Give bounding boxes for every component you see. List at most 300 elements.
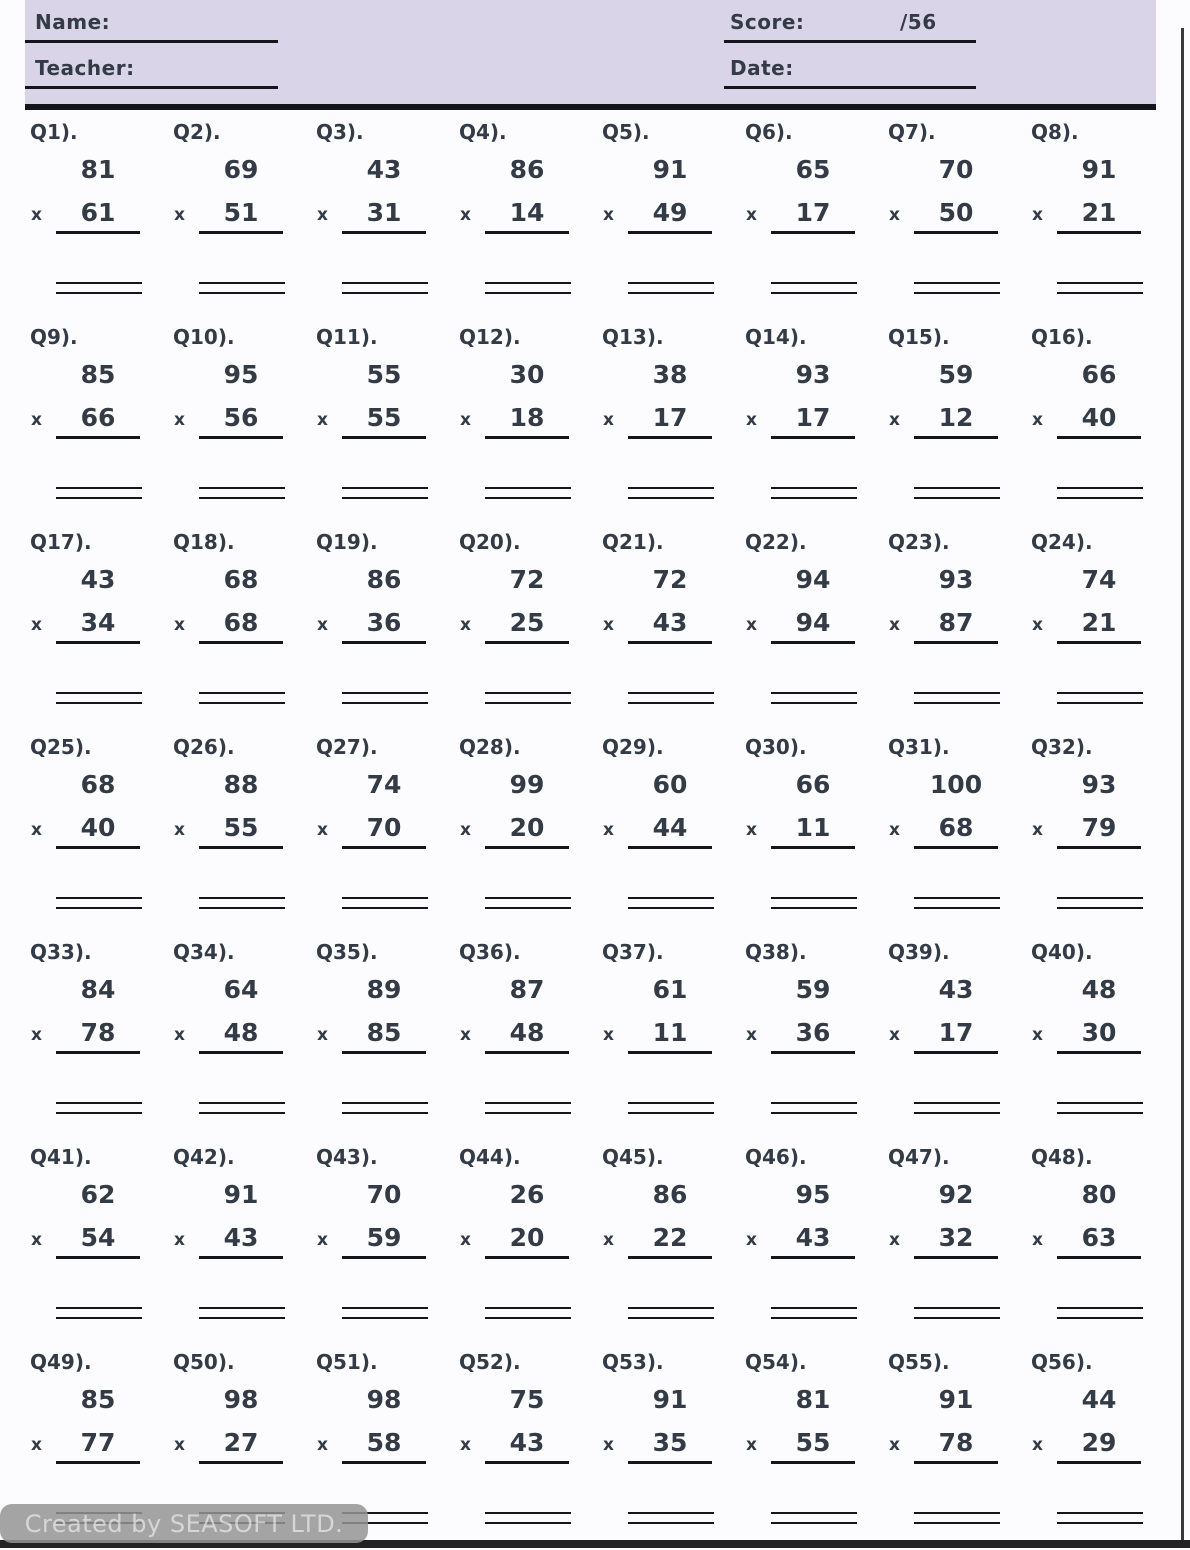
problem-label: Q2). — [173, 120, 221, 144]
multiplicand: 55 — [366, 360, 402, 389]
multiply-operator: x — [889, 615, 900, 635]
problem-label: Q33). — [30, 940, 92, 964]
multiplier: 48 — [199, 1019, 283, 1054]
problem-label: Q22). — [745, 530, 807, 554]
answer-line — [56, 487, 142, 499]
multiplier: 85 — [342, 1019, 426, 1054]
teacher-input-line — [25, 86, 278, 89]
answer-line — [342, 897, 428, 909]
multiplier: 27 — [199, 1429, 283, 1464]
problem-cell — [173, 935, 316, 1140]
multiply-operator: x — [174, 1435, 185, 1455]
multiplicand: 74 — [366, 770, 402, 799]
multiply-operator: x — [317, 1435, 328, 1455]
multiplier: 35 — [628, 1429, 712, 1464]
problem-cell — [459, 1345, 602, 1550]
answer-line — [914, 897, 1000, 909]
answer-line — [1057, 1307, 1143, 1319]
answer-line — [1057, 692, 1143, 704]
answer-line — [628, 1102, 714, 1114]
header-band — [25, 0, 1156, 110]
problem-cell — [745, 1345, 888, 1550]
multiplicand: 72 — [652, 565, 688, 594]
answer-line — [56, 1102, 142, 1114]
multiplicand: 100 — [929, 770, 983, 799]
problem-cell — [602, 320, 745, 525]
problem-cell — [602, 1140, 745, 1345]
multiplicand: 81 — [80, 155, 116, 184]
answer-line — [199, 897, 285, 909]
problem-cell — [888, 525, 1031, 730]
multiplicand: 44 — [1081, 1385, 1117, 1414]
multiplicand: 38 — [652, 360, 688, 389]
multiply-operator: x — [31, 1230, 42, 1250]
multiplier: 20 — [485, 814, 569, 849]
problem-cell — [459, 115, 602, 320]
problem-cell — [602, 935, 745, 1140]
multiply-operator: x — [1032, 1435, 1043, 1455]
multiplier: 63 — [1057, 1224, 1141, 1259]
multiplicand: 64 — [223, 975, 259, 1004]
problem-label: Q28). — [459, 735, 521, 759]
multiply-operator: x — [603, 1025, 614, 1045]
answer-line — [914, 282, 1000, 294]
multiplicand: 99 — [509, 770, 545, 799]
multiply-operator: x — [460, 1230, 471, 1250]
multiplicand: 70 — [938, 155, 974, 184]
problem-label: Q47). — [888, 1145, 950, 1169]
multiply-operator: x — [603, 1435, 614, 1455]
problem-cell — [1031, 730, 1174, 935]
problem-label: Q14). — [745, 325, 807, 349]
multiply-operator: x — [746, 1230, 757, 1250]
answer-line — [485, 1307, 571, 1319]
problem-cell — [459, 730, 602, 935]
problem-cell — [459, 935, 602, 1140]
multiply-operator: x — [317, 205, 328, 225]
multiplier: 58 — [342, 1429, 426, 1464]
multiply-operator: x — [1032, 615, 1043, 635]
multiplicand: 88 — [223, 770, 259, 799]
problem-label: Q3). — [316, 120, 364, 144]
multiplier: 18 — [485, 404, 569, 439]
answer-line — [485, 1512, 571, 1524]
problem-label: Q56). — [1031, 1350, 1093, 1374]
multiply-operator: x — [460, 410, 471, 430]
problem-cell — [1031, 525, 1174, 730]
problem-label: Q55). — [888, 1350, 950, 1374]
problem-cell — [316, 525, 459, 730]
problem-label: Q37). — [602, 940, 664, 964]
multiply-operator: x — [31, 205, 42, 225]
multiply-operator: x — [174, 410, 185, 430]
score-input-line — [724, 40, 976, 43]
multiplicand: 91 — [1081, 155, 1117, 184]
answer-line — [771, 897, 857, 909]
multiplicand: 68 — [80, 770, 116, 799]
multiplier: 61 — [56, 199, 140, 234]
problem-label: Q13). — [602, 325, 664, 349]
score-denominator: /56 — [900, 10, 937, 34]
multiplier: 17 — [914, 1019, 998, 1054]
problem-cell — [745, 115, 888, 320]
multiply-operator: x — [317, 1025, 328, 1045]
multiply-operator: x — [31, 615, 42, 635]
multiply-operator: x — [1032, 1230, 1043, 1250]
answer-line — [914, 1102, 1000, 1114]
multiplicand: 93 — [1081, 770, 1117, 799]
problem-cell — [30, 115, 173, 320]
multiply-operator: x — [746, 1435, 757, 1455]
multiply-operator: x — [460, 615, 471, 635]
multiplicand: 84 — [80, 975, 116, 1004]
answer-line — [485, 282, 571, 294]
problem-label: Q36). — [459, 940, 521, 964]
multiplicand: 70 — [366, 1180, 402, 1209]
problem-cell — [30, 320, 173, 525]
answer-line — [199, 692, 285, 704]
problem-label: Q16). — [1031, 325, 1093, 349]
multiply-operator: x — [174, 615, 185, 635]
multiply-operator: x — [460, 205, 471, 225]
multiplier: 36 — [342, 609, 426, 644]
multiply-operator: x — [317, 1230, 328, 1250]
problem-cell — [888, 935, 1031, 1140]
multiply-operator: x — [174, 820, 185, 840]
multiplier: 55 — [199, 814, 283, 849]
problem-cell — [1031, 320, 1174, 525]
multiplier: 78 — [56, 1019, 140, 1054]
problem-label: Q39). — [888, 940, 950, 964]
multiplier: 20 — [485, 1224, 569, 1259]
answer-line — [485, 487, 571, 499]
problem-label: Q10). — [173, 325, 235, 349]
problem-cell — [459, 320, 602, 525]
problem-label: Q8). — [1031, 120, 1079, 144]
multiplier: 21 — [1057, 199, 1141, 234]
problem-label: Q51). — [316, 1350, 378, 1374]
multiply-operator: x — [174, 1025, 185, 1045]
answer-line — [771, 1512, 857, 1524]
multiply-operator: x — [460, 1435, 471, 1455]
problem-label: Q4). — [459, 120, 507, 144]
problem-cell — [745, 730, 888, 935]
credit-text: Created by SEASOFT LTD. — [24, 1509, 344, 1538]
problem-label: Q50). — [173, 1350, 235, 1374]
problem-cell — [1031, 1140, 1174, 1345]
multiply-operator: x — [889, 1230, 900, 1250]
problem-label: Q15). — [888, 325, 950, 349]
multiplier: 79 — [1057, 814, 1141, 849]
multiply-operator: x — [1032, 410, 1043, 430]
multiplier: 77 — [56, 1429, 140, 1464]
problem-cell — [888, 320, 1031, 525]
problem-label: Q21). — [602, 530, 664, 554]
problem-label: Q26). — [173, 735, 235, 759]
multiplicand: 91 — [652, 1385, 688, 1414]
multiplicand: 85 — [80, 1385, 116, 1414]
answer-line — [342, 487, 428, 499]
answer-line — [199, 282, 285, 294]
multiplicand: 59 — [795, 975, 831, 1004]
problem-cell — [745, 1140, 888, 1345]
multiplier: 44 — [628, 814, 712, 849]
multiplicand: 95 — [223, 360, 259, 389]
multiply-operator: x — [31, 1435, 42, 1455]
multiplier: 17 — [771, 404, 855, 439]
problem-cell — [30, 935, 173, 1140]
multiplicand: 95 — [795, 1180, 831, 1209]
score-label: Score: — [730, 10, 805, 34]
problem-label: Q46). — [745, 1145, 807, 1169]
problem-label: Q24). — [1031, 530, 1093, 554]
multiply-operator: x — [317, 820, 328, 840]
multiplicand: 91 — [652, 155, 688, 184]
multiplicand: 68 — [223, 565, 259, 594]
answer-line — [628, 897, 714, 909]
multiply-operator: x — [746, 615, 757, 635]
multiplicand: 86 — [366, 565, 402, 594]
multiplier: 31 — [342, 199, 426, 234]
multiply-operator: x — [889, 820, 900, 840]
problem-cell — [1031, 1345, 1174, 1550]
answer-line — [628, 692, 714, 704]
multiplier: 40 — [1057, 404, 1141, 439]
multiplier: 55 — [771, 1429, 855, 1464]
answer-line — [342, 282, 428, 294]
multiply-operator: x — [174, 205, 185, 225]
problem-label: Q17). — [30, 530, 92, 554]
watermark-credit-box — [0, 1504, 368, 1543]
problem-label: Q32). — [1031, 735, 1093, 759]
answer-line — [771, 1102, 857, 1114]
problem-cell — [459, 525, 602, 730]
multiplier: 43 — [628, 609, 712, 644]
multiplicand: 61 — [652, 975, 688, 1004]
answer-line — [914, 487, 1000, 499]
date-label: Date: — [730, 56, 794, 80]
multiplier: 66 — [56, 404, 140, 439]
multiplier: 40 — [56, 814, 140, 849]
multiplier: 68 — [199, 609, 283, 644]
multiply-operator: x — [889, 205, 900, 225]
multiply-operator: x — [1032, 820, 1043, 840]
multiplicand: 81 — [795, 1385, 831, 1414]
multiplicand: 74 — [1081, 565, 1117, 594]
problem-label: Q20). — [459, 530, 521, 554]
multiplier: 50 — [914, 199, 998, 234]
multiplicand: 26 — [509, 1180, 545, 1209]
problem-label: Q42). — [173, 1145, 235, 1169]
problem-cell — [316, 1140, 459, 1345]
multiply-operator: x — [889, 1435, 900, 1455]
multiplier: 14 — [485, 199, 569, 234]
answer-line — [485, 897, 571, 909]
multiply-operator: x — [889, 1025, 900, 1045]
problem-cell — [1031, 115, 1174, 320]
answer-line — [1057, 1102, 1143, 1114]
problem-cell — [888, 1140, 1031, 1345]
multiply-operator: x — [603, 820, 614, 840]
problem-label: Q6). — [745, 120, 793, 144]
answer-line — [771, 1307, 857, 1319]
multiply-operator: x — [31, 410, 42, 430]
problem-label: Q11). — [316, 325, 378, 349]
problem-cell — [173, 730, 316, 935]
multiplier: 43 — [771, 1224, 855, 1259]
answer-line — [342, 1307, 428, 1319]
multiplicand: 72 — [509, 565, 545, 594]
answer-line — [199, 487, 285, 499]
multiplicand: 66 — [1081, 360, 1117, 389]
problem-label: Q35). — [316, 940, 378, 964]
multiplicand: 98 — [366, 1385, 402, 1414]
multiplicand: 92 — [938, 1180, 974, 1209]
answer-line — [485, 1102, 571, 1114]
answer-line — [628, 282, 714, 294]
multiplier: 49 — [628, 199, 712, 234]
multiplicand: 93 — [938, 565, 974, 594]
multiplier: 87 — [914, 609, 998, 644]
page-right-edge — [1181, 28, 1184, 1542]
problem-cell — [316, 730, 459, 935]
answer-line — [914, 692, 1000, 704]
problem-label: Q29). — [602, 735, 664, 759]
multiplicand: 30 — [509, 360, 545, 389]
multiplier: 30 — [1057, 1019, 1141, 1054]
problem-cell — [459, 1140, 602, 1345]
problem-label: Q44). — [459, 1145, 521, 1169]
multiply-operator: x — [889, 410, 900, 430]
multiplicand: 98 — [223, 1385, 259, 1414]
multiplier: 59 — [342, 1224, 426, 1259]
answer-line — [771, 692, 857, 704]
problem-label: Q48). — [1031, 1145, 1093, 1169]
multiply-operator: x — [746, 1025, 757, 1045]
date-input-line — [724, 86, 976, 89]
problem-cell — [30, 1140, 173, 1345]
problem-label: Q25). — [30, 735, 92, 759]
problem-label: Q49). — [30, 1350, 92, 1374]
multiplier: 36 — [771, 1019, 855, 1054]
answer-line — [914, 1512, 1000, 1524]
problem-cell — [316, 935, 459, 1140]
problem-label: Q18). — [173, 530, 235, 554]
multiply-operator: x — [174, 1230, 185, 1250]
problem-cell — [30, 525, 173, 730]
problem-label: Q52). — [459, 1350, 521, 1374]
problem-label: Q1). — [30, 120, 78, 144]
answer-line — [342, 1102, 428, 1114]
multiplier: 21 — [1057, 609, 1141, 644]
multiplier: 78 — [914, 1429, 998, 1464]
problem-label: Q31). — [888, 735, 950, 759]
multiplicand: 85 — [80, 360, 116, 389]
problem-cell — [173, 1140, 316, 1345]
teacher-label: Teacher: — [35, 56, 135, 80]
name-label: Name: — [35, 10, 111, 34]
problem-cell — [316, 115, 459, 320]
problem-label: Q41). — [30, 1145, 92, 1169]
multiplicand: 86 — [652, 1180, 688, 1209]
multiplicand: 89 — [366, 975, 402, 1004]
problem-label: Q53). — [602, 1350, 664, 1374]
multiply-operator: x — [746, 820, 757, 840]
problem-label: Q54). — [745, 1350, 807, 1374]
answer-line — [1057, 487, 1143, 499]
problem-cell — [888, 730, 1031, 935]
multiplicand: 94 — [795, 565, 831, 594]
multiplicand: 87 — [509, 975, 545, 1004]
multiplicand: 65 — [795, 155, 831, 184]
multiplicand: 48 — [1081, 975, 1117, 1004]
multiplicand: 43 — [938, 975, 974, 1004]
multiplier: 22 — [628, 1224, 712, 1259]
multiply-operator: x — [603, 1230, 614, 1250]
problem-cell — [888, 1345, 1031, 1550]
problem-cell — [745, 525, 888, 730]
multiplicand: 69 — [223, 155, 259, 184]
multiply-operator: x — [1032, 205, 1043, 225]
multiplier: 32 — [914, 1224, 998, 1259]
multiplier: 55 — [342, 404, 426, 439]
multiply-operator: x — [1032, 1025, 1043, 1045]
multiply-operator: x — [31, 820, 42, 840]
problem-label: Q12). — [459, 325, 521, 349]
multiplicand: 66 — [795, 770, 831, 799]
problem-cell — [888, 115, 1031, 320]
multiplier: 12 — [914, 404, 998, 439]
multiplier: 51 — [199, 199, 283, 234]
multiply-operator: x — [460, 820, 471, 840]
multiplier: 48 — [485, 1019, 569, 1054]
answer-line — [628, 1512, 714, 1524]
answer-line — [56, 1307, 142, 1319]
problem-cell — [602, 525, 745, 730]
answer-line — [771, 282, 857, 294]
problem-label: Q23). — [888, 530, 950, 554]
multiplicand: 86 — [509, 155, 545, 184]
problem-cell — [173, 320, 316, 525]
multiplier: 17 — [628, 404, 712, 439]
multiplier: 11 — [771, 814, 855, 849]
multiplier: 29 — [1057, 1429, 1141, 1464]
multiplier: 43 — [199, 1224, 283, 1259]
answer-line — [771, 487, 857, 499]
multiplicand: 62 — [80, 1180, 116, 1209]
multiplicand: 43 — [80, 565, 116, 594]
multiplier: 43 — [485, 1429, 569, 1464]
multiply-operator: x — [746, 410, 757, 430]
multiplicand: 91 — [938, 1385, 974, 1414]
multiplier: 56 — [199, 404, 283, 439]
multiply-operator: x — [31, 1025, 42, 1045]
problem-label: Q27). — [316, 735, 378, 759]
answer-line — [342, 692, 428, 704]
multiplier: 25 — [485, 609, 569, 644]
problem-cell — [1031, 935, 1174, 1140]
problem-cell — [30, 730, 173, 935]
answer-line — [199, 1102, 285, 1114]
multiply-operator: x — [603, 615, 614, 635]
multiplicand: 60 — [652, 770, 688, 799]
name-input-line — [25, 40, 278, 43]
problem-label: Q40). — [1031, 940, 1093, 964]
problem-cell — [602, 730, 745, 935]
answer-line — [1057, 1512, 1143, 1524]
multiplicand: 91 — [223, 1180, 259, 1209]
answer-line — [628, 487, 714, 499]
